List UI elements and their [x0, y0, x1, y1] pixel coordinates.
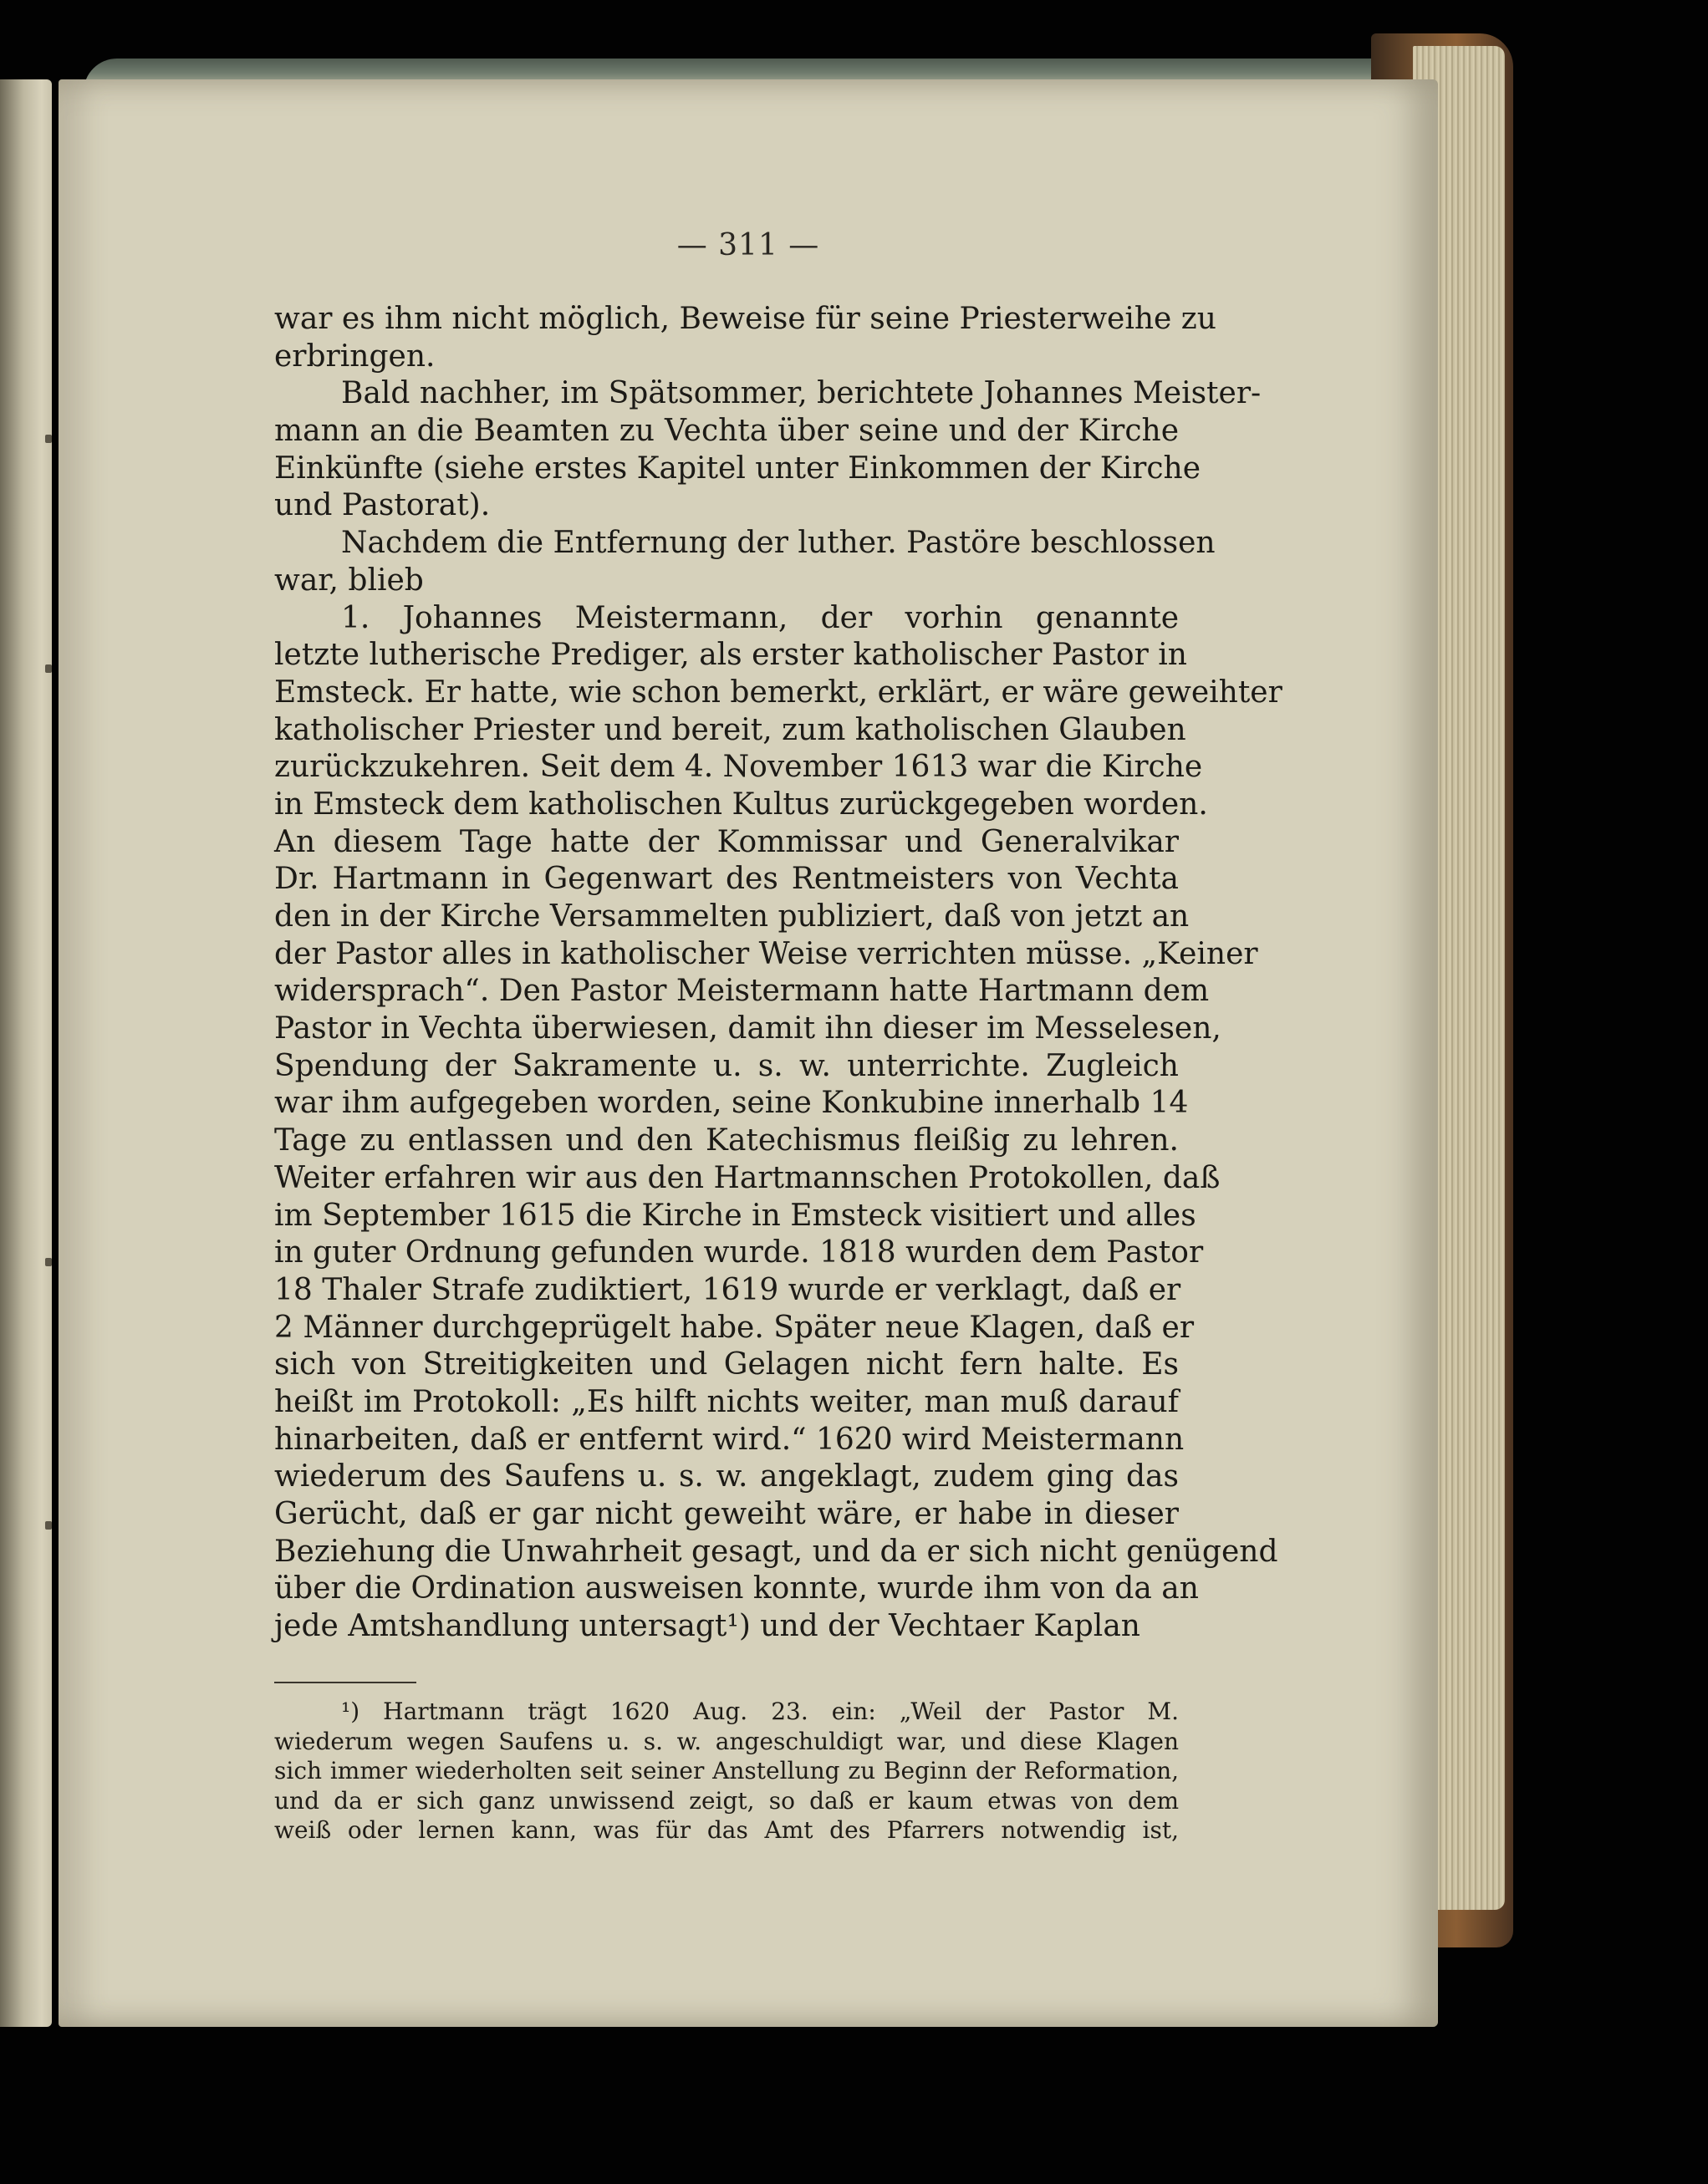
text-line: den in der Kirche Versammelten publiziert, daß von jetzt an: [274, 899, 1190, 934]
text-line: Pastor in Vechta überwiesen, damit ihn dieser im Messelesen,: [274, 1011, 1221, 1046]
page-mark: [45, 1258, 52, 1266]
text-line: Nachdem die Entfernung der luther. Pastöre beschlossen: [341, 526, 1216, 561]
text-line: sich von Streitigkeiten und Gelagen nicht fern halte. Es: [274, 1347, 1179, 1382]
text-line: in Emsteck dem katholischen Kultus zurückgegeben worden.: [274, 787, 1208, 822]
text-line: war, blieb: [274, 563, 424, 598]
text-line: Gerücht, daß er gar nicht geweiht wäre, er habe in dieser: [274, 1497, 1179, 1531]
footnote-line: ¹) Hartmann trägt 1620 Aug. 23. ein: „Weil der Pastor M.: [341, 1698, 1179, 1725]
text-line: Einkünfte (siehe erstes Kapitel unter Einkommen der Kirche: [274, 451, 1201, 486]
text-line: 2 Männer durchgeprügelt habe. Später neue Klagen, daß er: [274, 1310, 1195, 1345]
footnote-line: und da er sich ganz unwissend zeigt, so daß er kaum etwas von dem: [274, 1786, 1179, 1815]
text-line: der Pastor alles in katholischer Weise verrichten müsse. „Keiner: [274, 936, 1258, 971]
text-line: hinarbeiten, daß er entfernt wird.“ 1620 wird Meistermann: [274, 1422, 1185, 1457]
text-line: Weiter erfahren wir aus den Hartmannschen Protokollen, daß: [274, 1160, 1221, 1195]
text-line: Emsteck. Er hatte, wie schon bemerkt, erklärt, er wäre geweihter: [274, 675, 1282, 710]
footnote: [274, 1697, 1179, 1845]
page-mark: [45, 435, 52, 443]
text-line: war es ihm nicht möglich, Beweise für seine Priesterweihe zu: [274, 302, 1216, 336]
footnote-line: weiß oder lernen kann, was für das Amt des Pfarrers notwendig ist,: [274, 1816, 1179, 1845]
page-number: — 311 —: [676, 228, 820, 262]
page-mark: [45, 664, 52, 673]
text-line: heißt im Protokoll: „Es hilft nichts weiter, man muß darauf: [274, 1384, 1179, 1419]
text-line: wiederum des Saufens u. s. w. angeklagt, zudem ging das: [274, 1459, 1179, 1494]
text-line: zurückzukehren. Seit dem 4. November 1613 war die Kirche: [274, 750, 1203, 785]
text-line: in guter Ordnung gefunden wurde. 1818 wurden dem Pastor: [274, 1235, 1204, 1270]
text-line: Dr. Hartmann in Gegenwart des Rentmeisters von Vechta: [274, 862, 1179, 897]
text-line: und Pastorat).: [274, 488, 491, 523]
text-line: An diesem Tage hatte der Kommissar und Generalvikar: [274, 824, 1179, 859]
text-line: erbringen.: [274, 339, 436, 374]
text-line: 18 Thaler Strafe zudiktiert, 1619 wurde er verklagt, daß er: [274, 1272, 1181, 1307]
text-line: mann an die Beamten zu Vechta über seine und der Kirche: [274, 414, 1179, 449]
text-line: über die Ordination ausweisen konnte, wurde ihm von da an: [274, 1571, 1199, 1606]
text-line: jede Amtshandlung untersagt¹) und der Vechtaer Kaplan: [274, 1609, 1140, 1644]
text-line: letzte lutherische Prediger, als erster katholischer Pastor in: [274, 638, 1187, 673]
text-line: Spendung der Sakramente u. s. w. unterrichte. Zugleich: [274, 1048, 1179, 1083]
body-text: [274, 301, 1282, 1646]
text-line: Beziehung die Unwahrheit gesagt, und da er sich nicht genügend: [274, 1534, 1278, 1569]
footnote-line: wiederum wegen Saufens u. s. w. angeschuldigt war, und diese Klagen: [274, 1727, 1179, 1755]
footnote-rule: [274, 1682, 416, 1683]
text-line: katholischer Priester und bereit, zum katholischen Glauben: [274, 712, 1186, 747]
text-line: Tage zu entlassen und den Katechismus fleißig zu lehren.: [274, 1123, 1179, 1158]
footnote-line: sich immer wiederholten seit seiner Anstellung zu Beginn der Reformation,: [274, 1757, 1179, 1785]
page-mark: [45, 1521, 52, 1530]
text-line: war ihm aufgegeben worden, seine Konkubine innerhalb 14: [274, 1086, 1189, 1121]
facing-page-sliver: [0, 79, 52, 2027]
text-line: Bald nachher, im Spätsommer, berichtete Johannes Meister-: [341, 376, 1262, 411]
text-line: widersprach“. Den Pastor Meistermann hatte Hartmann dem: [274, 974, 1210, 1009]
text-line: 1. Johannes Meistermann, der vorhin genannte: [341, 600, 1179, 635]
text-line: im September 1615 die Kirche in Emsteck visitiert und alles: [274, 1198, 1196, 1233]
